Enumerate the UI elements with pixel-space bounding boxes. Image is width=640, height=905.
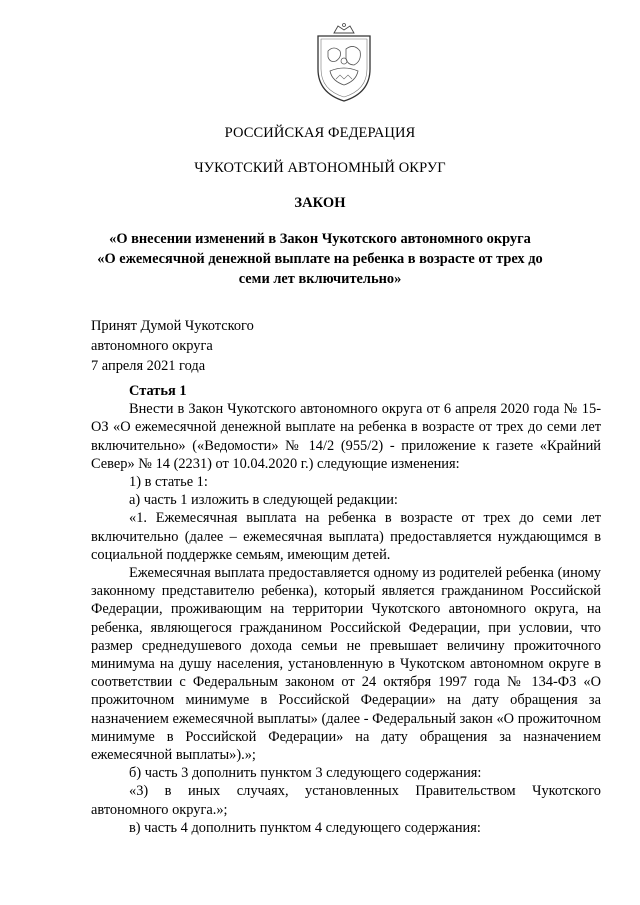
law-title-line: семи лет включительно» [238,271,402,287]
adoption-info [91,316,254,376]
coat-of-arms-emblem [306,21,382,105]
article-intro-paragraph: Внести в Закон Чукотского автономного округа от 6 апреля 2020 года № 15-ОЗ «О ежемесячной денежной выплате на ребенка в возрасте от трех до семи лет включительно» («Ведомости» № 14/2 (955/2) - приложение к газете «Крайний Север» № 14 (2231) от 10.04.2020 г.) следующие изменения: [91,401,601,472]
law-title-line: «О внесении изменений в Закон Чукотского автономного округа [109,231,531,247]
quoted-point-3: «3) в иных случаях, установленных Правительством Чукотского автономного округа.»; [91,783,601,818]
quoted-paragraph-1: «1. Ежемесячная выплата на ребенка в возрасте от трех до семи лет включительно (далее – ежемесячная выплата) предоставляется нуждающимся в социальной поддержке семьям, имеющим детей. [91,510,601,563]
country-heading: РОССИЙСКАЯ ФЕДЕРАЦИЯ [224,125,416,141]
chukotka-coat-of-arms-icon [306,21,382,105]
amendment-item-1: 1) в статье 1: [129,474,208,491]
document-type-heading: ЗАКОН [294,195,346,211]
adoption-date: 7 апреля 2021 года [91,358,206,374]
article-heading: Статья 1 [129,383,187,399]
adoption-line: автономного округа [91,338,213,354]
law-title-line: «О ежемесячной денежной выплате на ребенка в возрасте от трех до [97,251,543,267]
article-1 [91,382,601,837]
law-title [80,229,560,289]
amendment-subitem-c: в) часть 4 дополнить пунктом 4 следующего содержания: [129,819,481,836]
amendment-subitem-a: а) часть 1 изложить в следующей редакции: [129,492,398,509]
adoption-line: Принят Думой Чукотского [91,318,254,334]
region-heading: ЧУКОТСКИЙ АВТОНОМНЫЙ ОКРУГ [194,160,446,176]
amendment-subitem-b: б) часть 3 дополнить пунктом 3 следующего содержания: [129,765,482,782]
quoted-paragraph-2: Ежемесячная выплата предоставляется одному из родителей ребенка (иному законному представителю ребенка), который является гражданином Российской Федерации, проживающим на территории Чукотского автономного округа, на ребенка, являющегося гражданином Российской Федерации, при условии, что размер среднедушевого дохода семьи не превышает величину прожиточного минимума на душу населения, установленную в Чукотском автономном округе в соответствии с Федеральным законом от 24 октября 1997 года № 134-ФЗ «О прожиточном минимуме в Российской Федерации» на дату обращения за назначением ежемесячной выплаты» (далее - Федеральный закон «О прожиточном минимуме в Российской Федерации» на дату обращения за назначением ежемесячной выплаты»).»; [91,565,601,764]
